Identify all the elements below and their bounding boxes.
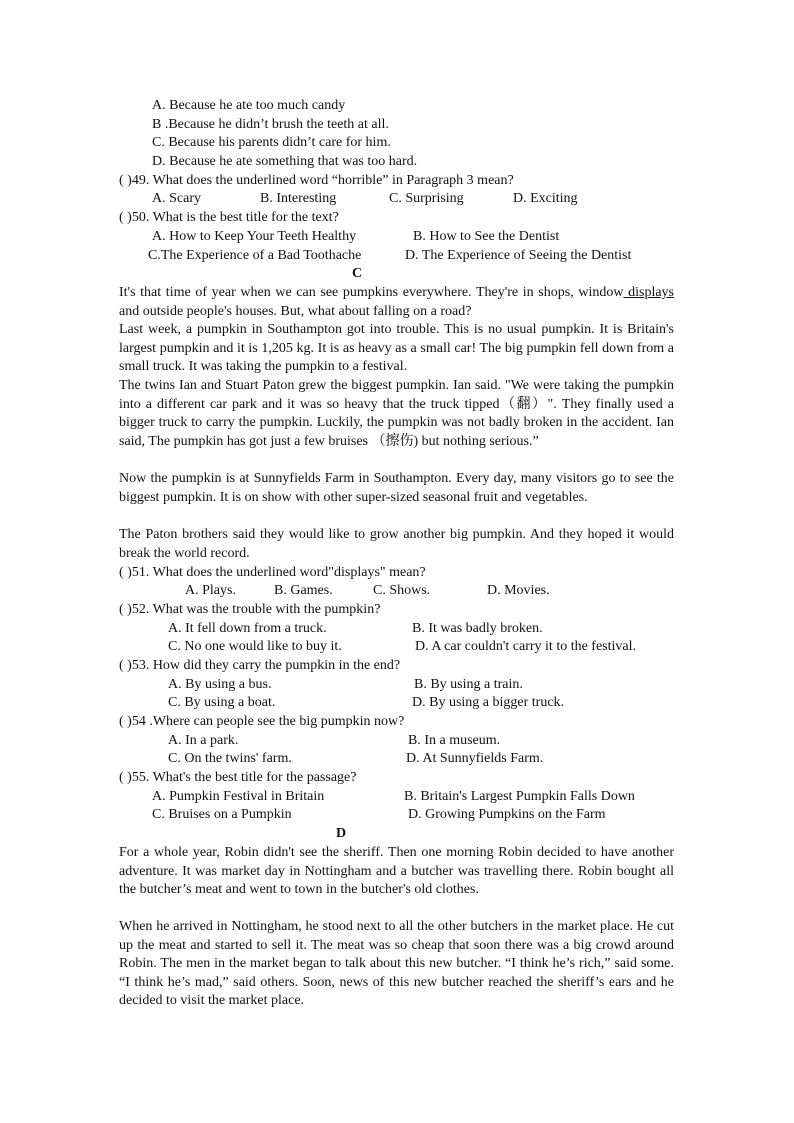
q49-option-a: A. Scary — [152, 191, 201, 206]
q53-option-a: A. By using a bus. — [168, 677, 272, 692]
q51-option-b: B. Games. — [274, 583, 333, 598]
q49-option-d: D. Exciting — [513, 191, 578, 206]
section-d-paragraph-1: For a whole year, Robin didn't see the sheriff. Then one morning Robin decided to have another adventure. It was market day in Nottingham and a butcher was travelling there. Robin bought all the butcher’s meat and went to town in the butcher's old clothes. — [119, 845, 674, 898]
q49-option-b: B. Interesting — [260, 191, 337, 206]
section-d-paragraph-2: When he arrived in Nottingham, he stood next to all the other butchers in the market place. He cut up the meat and started to sell it. The meat was so cheap that soon there was a big crowd around Robin. The men in the market began to talk about this new butcher. “I think he’s rich,” said some. “I think he’s mad,” said others. Soon, news of this new butcher reached the sheriff’s ears and he decided to visit the market place. — [119, 919, 674, 1009]
q53-option-b: B. By using a train. — [414, 677, 523, 692]
q49-stem: ( )49. What does the underlined word “horrible” in Paragraph 3 mean? — [119, 173, 514, 188]
section-c-heading: C — [352, 266, 363, 281]
q54-option-a: A. In a park. — [168, 733, 239, 748]
q50-option-d: D. The Experience of Seeing the Dentist — [405, 248, 632, 263]
q54-option-c: C. On the twins' farm. — [168, 751, 292, 766]
section-d-heading: D — [336, 826, 347, 841]
q49-option-c: C. Surprising — [389, 191, 464, 206]
q51-option-c: C. Shows. — [373, 583, 431, 598]
q53-option-d: D. By using a bigger truck. — [412, 695, 565, 710]
q51-option-d: D. Movies. — [487, 583, 550, 598]
q48-option-b: B .Because he didn’t brush the teeth at all. — [152, 117, 389, 132]
section-c-paragraph-4: Now the pumpkin is at Sunnyfields Farm in Southampton. Every day, many visitors go to see the biggest pumpkin. It is on show with other super-sized seasonal fruit and vegetables. — [119, 471, 674, 505]
q52-option-b: B. It was badly broken. — [412, 621, 543, 636]
q50-option-c: C.The Experience of a Bad Toothache — [148, 248, 362, 263]
q54-option-b: B. In a museum. — [408, 733, 501, 748]
q52-stem: ( )52. What was the trouble with the pumpkin? — [119, 602, 381, 617]
q52-option-d: D. A car couldn't carry it to the festival. — [415, 639, 637, 654]
q54-option-d: D. At Sunnyfields Farm. — [406, 751, 544, 766]
section-c-paragraph-3: The twins Ian and Stuart Paton grew the biggest pumpkin. Ian said. "We were taking the pumpkin into a different car park and it was so heavy that the truck tipped（翻）". They finally used a bigger truck to carry the pumpkin. Luckily, the pumpkin was not badly broken in the accident. Ian said, The pumpkin has got just a few bruises （擦伤) but nothing serious.” — [119, 378, 674, 449]
q53-stem: ( )53. How did they carry the pumpkin in the end? — [119, 658, 401, 673]
q53-option-c: C. By using a boat. — [168, 695, 276, 710]
q48-option-a: A. Because he ate too much candy — [152, 98, 346, 113]
q55-option-c: C. Bruises on a Pumpkin — [152, 807, 292, 822]
q48-option-d: D. Because he ate something that was too hard. — [152, 154, 418, 169]
paragraph-text: and outside people's houses. But, what about falling on a road? — [119, 303, 472, 319]
q50-stem: ( )50. What is the best title for the text? — [119, 210, 339, 225]
section-c-paragraph-2: Last week, a pumpkin in Southampton got into trouble. This is no usual pumpkin. It is Britain's largest pumpkin and it is 1,205 kg. It is as heavy as a small car! The big pumpkin fell down from a small truck. It was taking the pumpkin to a festival. — [119, 322, 674, 375]
section-c-paragraph-5: The Paton brothers said they would like to grow another big pumpkin. And they hoped it would break the world record. — [119, 527, 674, 561]
q55-stem: ( )55. What's the best title for the passage? — [119, 770, 357, 785]
q48-option-c: C. Because his parents didn’t care for him. — [152, 135, 391, 150]
paragraph-text: It's that time of year when we can see pumpkins everywhere. They're in shops, window — [119, 285, 624, 300]
q52-option-a: A. It fell down from a truck. — [168, 621, 327, 636]
underlined-word-displays: displays — [623, 285, 675, 300]
q55-option-b: B. Britain's Largest Pumpkin Falls Down — [404, 789, 635, 804]
q55-option-a: A. Pumpkin Festival in Britain — [152, 789, 325, 804]
q51-stem: ( )51. What does the underlined word"displays" mean? — [119, 565, 426, 580]
q50-option-b: B. How to See the Dentist — [413, 229, 560, 244]
q55-option-d: D. Growing Pumpkins on the Farm — [408, 807, 606, 822]
q54-stem: ( )54 .Where can people see the big pumpkin now? — [119, 714, 405, 729]
q51-option-a: A. Plays. — [185, 583, 236, 598]
section-c-paragraph-1 — [119, 284, 674, 321]
q52-option-c: C. No one would like to buy it. — [168, 639, 342, 654]
q50-option-a: A. How to Keep Your Teeth Healthy — [152, 229, 357, 244]
